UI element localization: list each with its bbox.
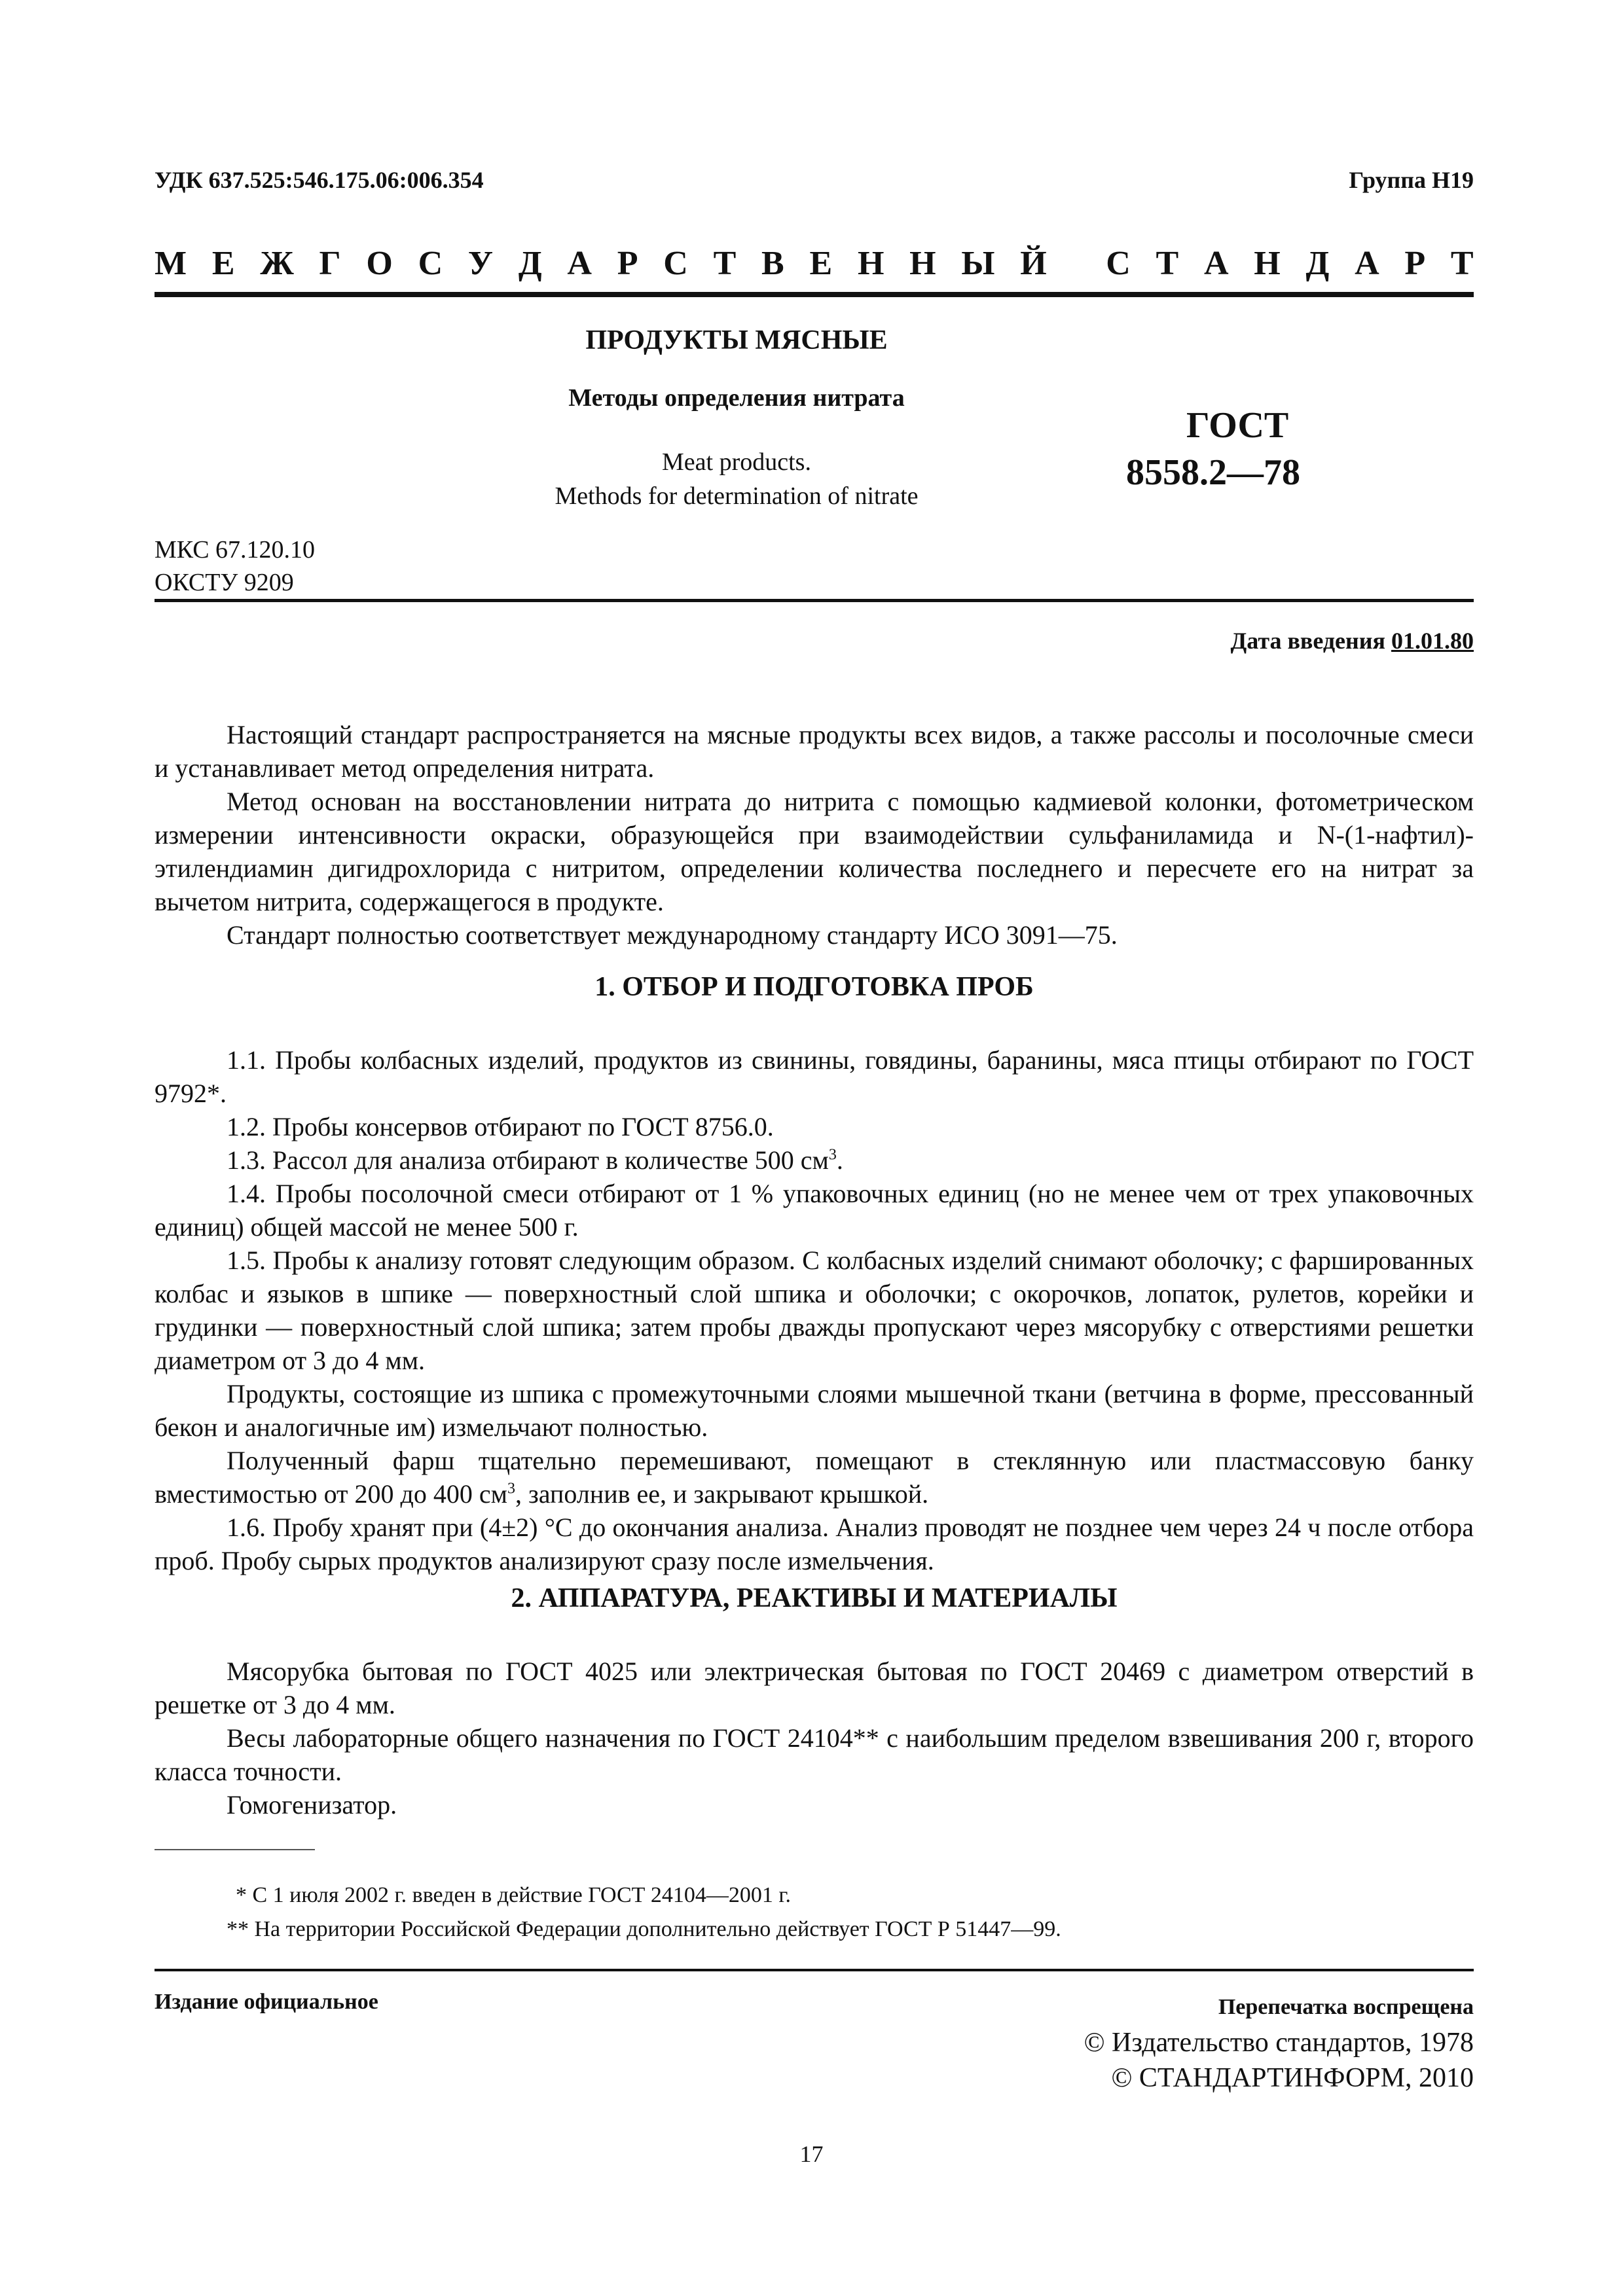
title-letter: Ы <box>961 244 995 282</box>
footnote-1: * С 1 июля 2002 г. введен в действие ГОСТ 24104—2001 г. <box>236 1883 792 1907</box>
clause-1-6: 1.6. Пробу хранят при (4±2) °С до окончания анализа. Анализ проводят не позднее чем через 24 ч после отбора проб. Пробу сырых продуктов анализируют сразу после измельчения. <box>155 1513 1474 1575</box>
document-subtitle: Методы определения нитрата <box>568 384 905 412</box>
group-code: Группа Н19 <box>1349 167 1474 193</box>
header-rule <box>155 292 1474 297</box>
title-letter: Й <box>1020 244 1047 282</box>
section-rule <box>155 599 1474 602</box>
section-2-body <box>155 1655 1474 1821</box>
title-letter: Е <box>211 244 235 282</box>
copyright-block <box>1084 1990 1474 2096</box>
clause-1-1: 1.1. Пробы колбасных изделий, продуктов из свинины, говядины, баранины, мяса птицы отбирают по ГОСТ 9792*. <box>155 1045 1474 1108</box>
intro-paragraph: Стандарт полностью соответствует международному стандарту ИСО 3091—75. <box>227 920 1118 950</box>
superscript: 3 <box>828 1146 837 1164</box>
english-title-line2: Methods for determination of nitrate <box>555 482 919 510</box>
intro-paragraph: Настоящий стандарт распространяется на мясные продукты всех видов, а также рассолы и посолочные смеси и устанавливает метод определения нитрата. <box>155 720 1474 783</box>
title-letter: С <box>1106 244 1131 282</box>
title-letter: В <box>761 244 784 282</box>
page-number: 17 <box>799 2141 824 2167</box>
effective-date-label: Дата введения <box>1230 628 1385 654</box>
clause-1-5: 1.5. Пробы к анализу готовят следующим образом. С колбасных изделий снимают оболочку; с фаршированных колбас и языков в шпике — поверхностный слой шпика и оболочки; с окорочков, лопаток, рулетов, корейки и грудинки — поверхностный слой шпика; затем пробы дважды пропускают через мясорубку с отверстиями решетки диаметром от 3 до 4 мм. <box>155 1246 1474 1375</box>
clause-1-4: 1.4. Пробы посолочной смеси отбирают от 1 % упаковочных единиц (но не менее чем от трех упаковочных единиц) общей массой не менее 500 г. <box>155 1179 1474 1242</box>
title-letter: А <box>1203 244 1229 282</box>
title-letter: А <box>1355 244 1379 282</box>
title-gap <box>1072 244 1080 283</box>
footnotes <box>155 1878 1474 1946</box>
title-letter: У <box>467 244 494 282</box>
clause-1-3-end: . <box>836 1145 843 1175</box>
footnote-2: ** На территории Российской Федерации дополнительно действует ГОСТ Р 51447—99. <box>227 1917 1061 1941</box>
title-letter: М <box>155 244 187 282</box>
title-letter: Д <box>1305 244 1330 282</box>
clause-1-3-text: 1.3. Рассол для анализа отбирают в количестве 500 см <box>227 1145 829 1175</box>
gost-label: ГОСТ <box>1186 405 1289 446</box>
mks-code: МКС 67.120.10 <box>155 536 316 564</box>
english-title-line1: Meat products. <box>662 448 811 476</box>
clause-1-3 <box>155 1143 1474 1177</box>
document-title: ПРОДУКТЫ МЯСНЫЕ <box>585 325 888 355</box>
title-letter: О <box>366 244 393 282</box>
title-letter: Е <box>809 244 833 282</box>
clause-1-5-cont2 <box>155 1444 1474 1511</box>
english-title <box>327 445 1146 513</box>
clause-1-5-cont2-end: , заполнив ее, и закрывают крышкой. <box>515 1479 929 1509</box>
title-letter: Т <box>713 244 737 282</box>
okstu-code: ОКСТУ 9209 <box>155 569 294 596</box>
udk-code: УДК 637.525:546.175.06:006.354 <box>155 167 484 193</box>
gost-code: 8558.2—78 <box>1126 452 1300 493</box>
copyright-line-1: © Издательство стандартов, 1978 <box>1084 2028 1474 2058</box>
title-letter: Т <box>1156 244 1179 282</box>
superscript: 3 <box>507 1480 515 1498</box>
effective-date <box>1231 627 1474 655</box>
footer-rule <box>155 1969 1474 1971</box>
footnote-rule <box>155 1849 315 1850</box>
title-letter: Г <box>319 244 341 282</box>
title-letter: Р <box>617 244 638 282</box>
clause-1-2: 1.2. Пробы консервов отбирают по ГОСТ 8756.0. <box>227 1112 774 1141</box>
title-letter: Т <box>1450 244 1474 282</box>
section-1-heading: 1. ОТБОР И ПОДГОТОВКА ПРОБ <box>594 972 1034 1002</box>
clause-1-5-cont2-text: Полученный фарш тщательно перемешивают, помещают в стеклянную или пластмассовую банку вместимостью от 200 до 400 см <box>155 1446 1474 1509</box>
official-edition: Издание официальное <box>155 1990 378 2014</box>
title-letter: Н <box>857 244 884 282</box>
section-2-heading: 2. АППАРАТУРА, РЕАКТИВЫ И МАТЕРИАЛЫ <box>511 1583 1118 1613</box>
title-letter: Р <box>1404 244 1426 282</box>
clause-1-5-cont: Продукты, состоящие из шпика с промежуточными слоями мышечной ткани (ветчина в форме, прессованный бекон и аналогичные им) измельчают полностью. <box>155 1379 1474 1442</box>
title-letter: Н <box>909 244 936 282</box>
title-letter: Д <box>518 244 542 282</box>
standard-type-title <box>155 243 1474 283</box>
classification-codes <box>155 533 315 599</box>
title-letter: С <box>418 244 443 282</box>
intro-paragraph: Метод основан на восстановлении нитрата до нитрита с помощью кадмиевой колонки, фотометрическом измерении интенсивности окраски, образующейся при взаимодействии сульфаниламида и N-(1-нафтил)-этилендиамин дигидрохлорида с нитритом, определении количества последнего и пересчете его на нитрат за вычетом нитрита, содержащегося в продукте. <box>155 787 1474 916</box>
title-letter: Н <box>1254 244 1281 282</box>
equipment-item: Весы лабораторные общего назначения по ГОСТ 24104** с наибольшим пределом взвешивания 200 г, второго класса точности. <box>155 1723 1474 1786</box>
effective-date-value: 01.01.80 <box>1391 628 1474 654</box>
gost-number <box>1126 402 1467 496</box>
reprint-notice: Перепечатка воспрещена <box>1218 1995 1474 2019</box>
equipment-item: Гомогенизатор. <box>227 1790 397 1820</box>
title-letter: Ж <box>260 244 294 282</box>
introduction <box>155 718 1474 952</box>
section-1-body <box>155 1043 1474 1577</box>
title-letter: С <box>663 244 688 282</box>
equipment-item: Мясорубка бытовая по ГОСТ 4025 или электрическая бытовая по ГОСТ 20469 с диаметром отверстий в решетке от 3 до 4 мм. <box>155 1657 1474 1719</box>
title-letter: А <box>567 244 592 282</box>
copyright-line-2: © СТАНДАРТИНФОРМ, 2010 <box>1111 2063 1474 2093</box>
